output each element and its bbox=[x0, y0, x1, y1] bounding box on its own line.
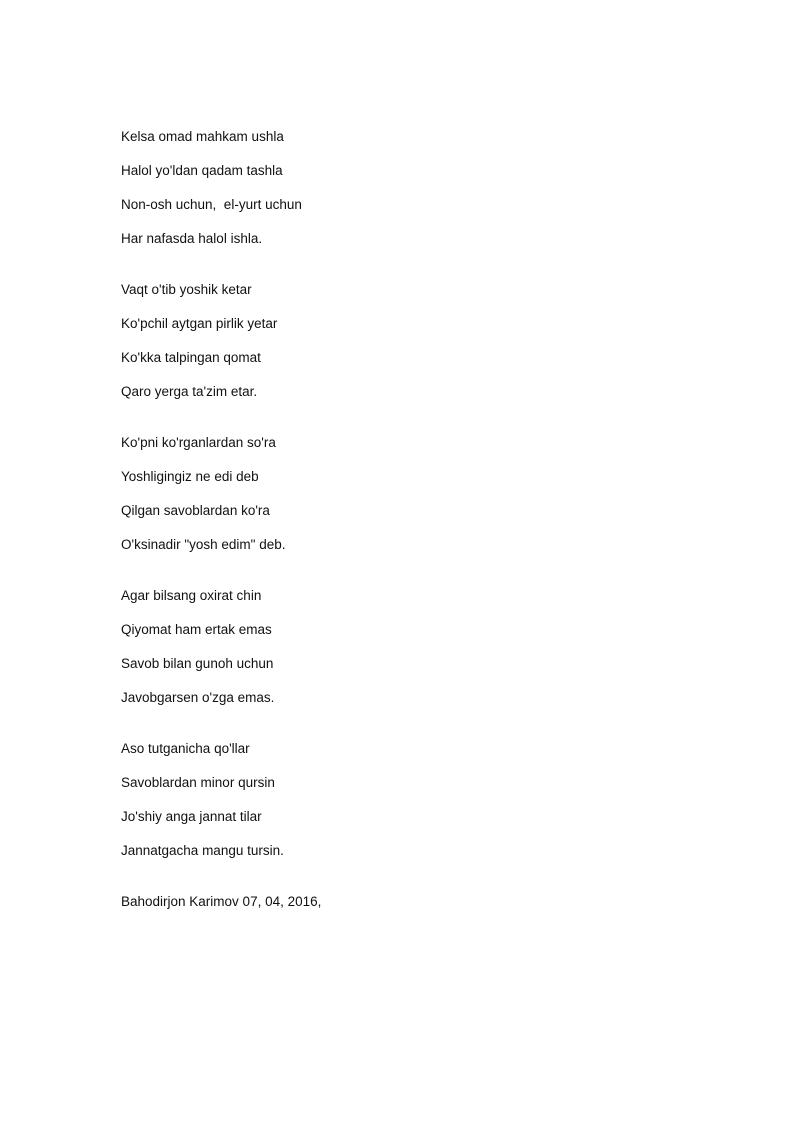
poem-line: Savoblardan minor qursin bbox=[121, 775, 275, 790]
poem-line: Har nafasda halol ishla. bbox=[121, 231, 263, 246]
poem-line: Aso tutganicha qo'llar bbox=[121, 741, 250, 756]
stanza-4 bbox=[121, 587, 681, 706]
poem-line: Javobgarsen o'zga emas. bbox=[121, 690, 275, 705]
author-signature: Bahodirjon Karimov 07, 04, 2016, bbox=[121, 894, 322, 909]
poem-line: Qiyomat ham ertak emas bbox=[121, 622, 272, 637]
poem-line: Vaqt o'tib yoshik ketar bbox=[121, 282, 252, 297]
poem-line: Kelsa omad mahkam ushla bbox=[121, 129, 284, 144]
poem-line: Non-osh uchun, el-yurt uchun bbox=[121, 197, 302, 212]
stanza-3 bbox=[121, 434, 681, 553]
poem-body bbox=[121, 128, 681, 910]
poem-line: Halol yo'ldan qadam tashla bbox=[121, 163, 283, 178]
poem-line: Savob bilan gunoh uchun bbox=[121, 656, 274, 671]
poem-line: Ko'kka talpingan qomat bbox=[121, 350, 261, 365]
poem-line: Jannatgacha mangu tursin. bbox=[121, 843, 284, 858]
poem-line: Ko'pchil aytgan pirlik yetar bbox=[121, 316, 278, 331]
poem-line: Yoshligingiz ne edi deb bbox=[121, 469, 259, 484]
poem-line: Qaro yerga ta'zim etar. bbox=[121, 384, 258, 399]
stanza-2 bbox=[121, 281, 681, 400]
poem-line: Agar bilsang oxirat chin bbox=[121, 588, 262, 603]
poem-line: Jo'shiy anga jannat tilar bbox=[121, 809, 262, 824]
poem-line: Qilgan savoblardan ko'ra bbox=[121, 503, 270, 518]
poem-line: O'ksinadir "yosh edim" deb. bbox=[121, 537, 286, 552]
stanza-5 bbox=[121, 740, 681, 859]
poem-line: Ko'pni ko'rganlardan so'ra bbox=[121, 435, 276, 450]
stanza-1 bbox=[121, 128, 681, 247]
